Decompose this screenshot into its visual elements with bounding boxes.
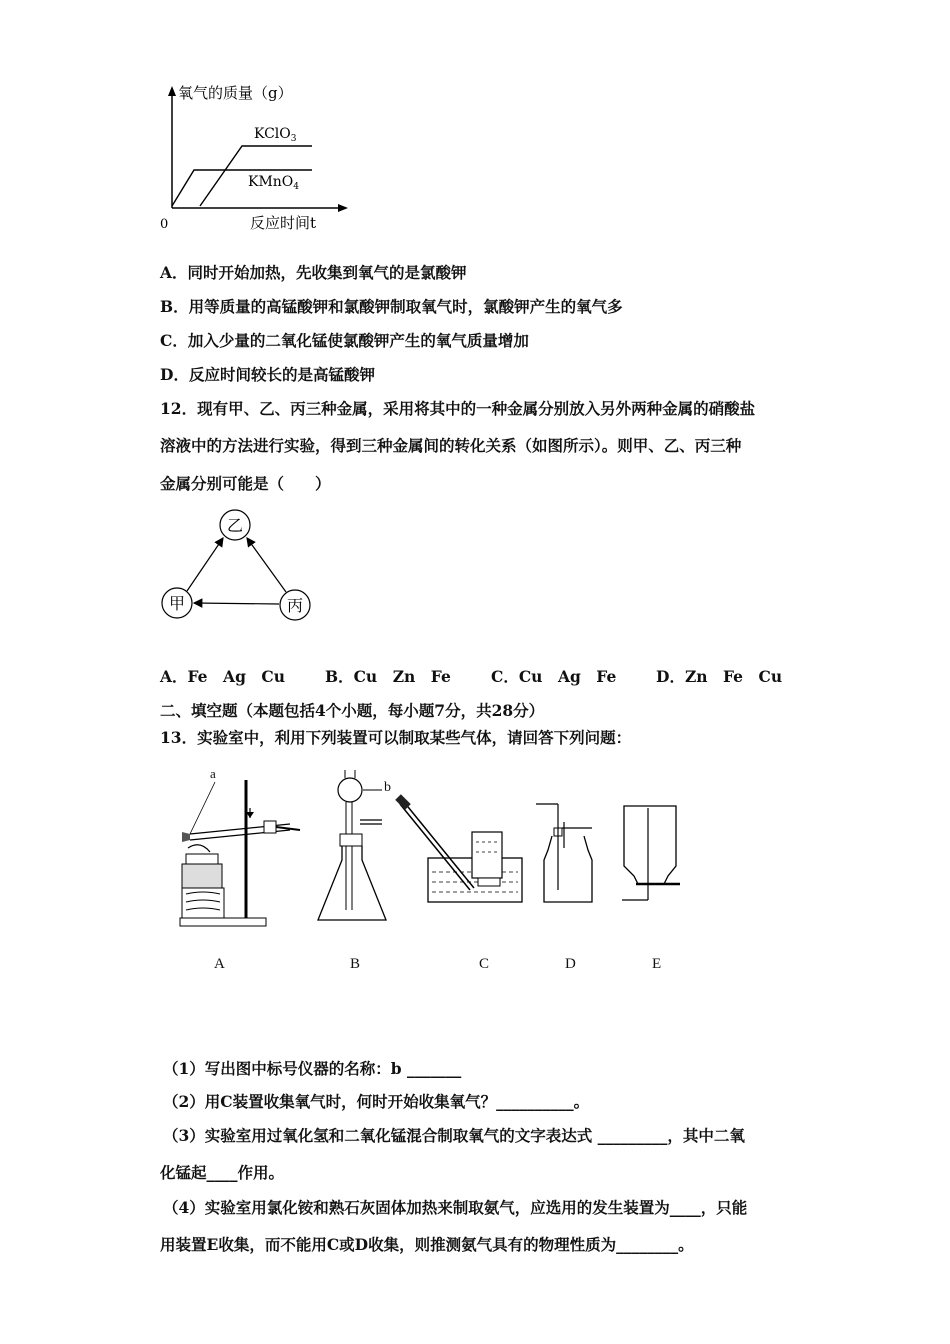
q11-option-a: A．同时开始加热，先收集到氧气的是氯酸钾 [160,263,467,282]
q13-sub-2: （2）用C装置收集氧气时，何时开始收集氧气？__________。 [163,1092,590,1111]
q11-option-c: C．加入少量的二氧化锰使氯酸钾产生的氧气质量增加 [160,331,529,350]
metal-relation-diagram [155,505,330,630]
q12-text-line-3: 金属分别可能是（ ） [160,474,331,493]
apparatus-d [536,804,592,902]
oxygen-mass-graph [150,80,350,240]
q12-option-a: A．Fe Ag Cu [160,667,286,686]
kclo3-label: KClO$_3$ [254,126,297,144]
marker-b: b [384,780,391,795]
y-axis-label: 氧气的质量（g） [178,84,293,102]
apparatus-label-e: E [652,956,662,972]
apparatus-e [622,806,680,900]
apparatus-a [180,780,300,926]
q11-option-b: B．用等质量的高锰酸钾和氯酸钾制取氧气时，氯酸钾产生的氧气多 [160,297,623,316]
arrow-jia-to-yi [187,538,223,591]
apparatus-b [318,770,386,920]
marker-a: a [210,766,216,781]
q12-option-b: B．Cu Zn Fe [325,667,451,686]
kmno4-label: KMnO$_4$ [248,174,300,192]
q11-option-d: D．反应时间较长的是高锰酸钾 [160,365,375,384]
apparatus-label-b: B [350,956,361,972]
apparatus-label-c: C [479,956,490,972]
q13-sub-3-line-1: （3）实验室用过氧化氢和二氧化锰混合制取氧气的文字表达式 _________，其中二氧 [163,1126,745,1145]
arrow-bing-to-jia [194,603,279,604]
q13-sub-3-line-2: 化锰起____作用。 [160,1163,285,1182]
q12-text-line-2: 溶液中的方法进行实验，得到三种金属间的转化关系（如图所示）。则甲、乙、丙三种 [160,436,742,455]
apparatus-c [395,794,522,902]
section-2-heading: 二、填空题（本题包括4个小题，每小题7分，共28分） [160,701,545,720]
q13-sub-4-line-2: 用装置E收集，而不能用C或D收集，则推测氨气具有的物理性质为________。 [160,1235,694,1254]
node-yi-label: 乙 [226,516,244,535]
arrow-bing-to-yi [247,538,286,592]
node-bing-label: 丙 [286,596,304,615]
x-axis-label: 反应时间t [250,214,317,232]
y-axis-arrow [168,86,176,96]
node-jia-label: 甲 [168,594,186,613]
apparatus-label-d: D [565,956,576,972]
q13-sub-4-line-1: （4）实验室用氯化铵和熟石灰固体加热来制取氨气，应选用的发生装置为____，只能 [163,1198,748,1217]
q12-text-line-1: 12．现有甲、乙、丙三种金属，采用将其中的一种金属分别放入另外两种金属的硝酸盐 [160,399,756,418]
q13-intro: 13．实验室中，利用下列装置可以制取某些气体，请回答下列问题： [160,728,632,747]
q12-option-c: C．Cu Ag Fe [491,667,617,686]
x-axis-arrow [338,204,348,212]
apparatus-figure [160,760,700,940]
origin-label: 0 [160,217,169,232]
apparatus-label-a: A [214,956,225,972]
q13-sub-1: （1）写出图中标号仪器的名称：b _______ [163,1059,462,1078]
q12-option-d: D．Zn Fe Cu [656,667,783,686]
